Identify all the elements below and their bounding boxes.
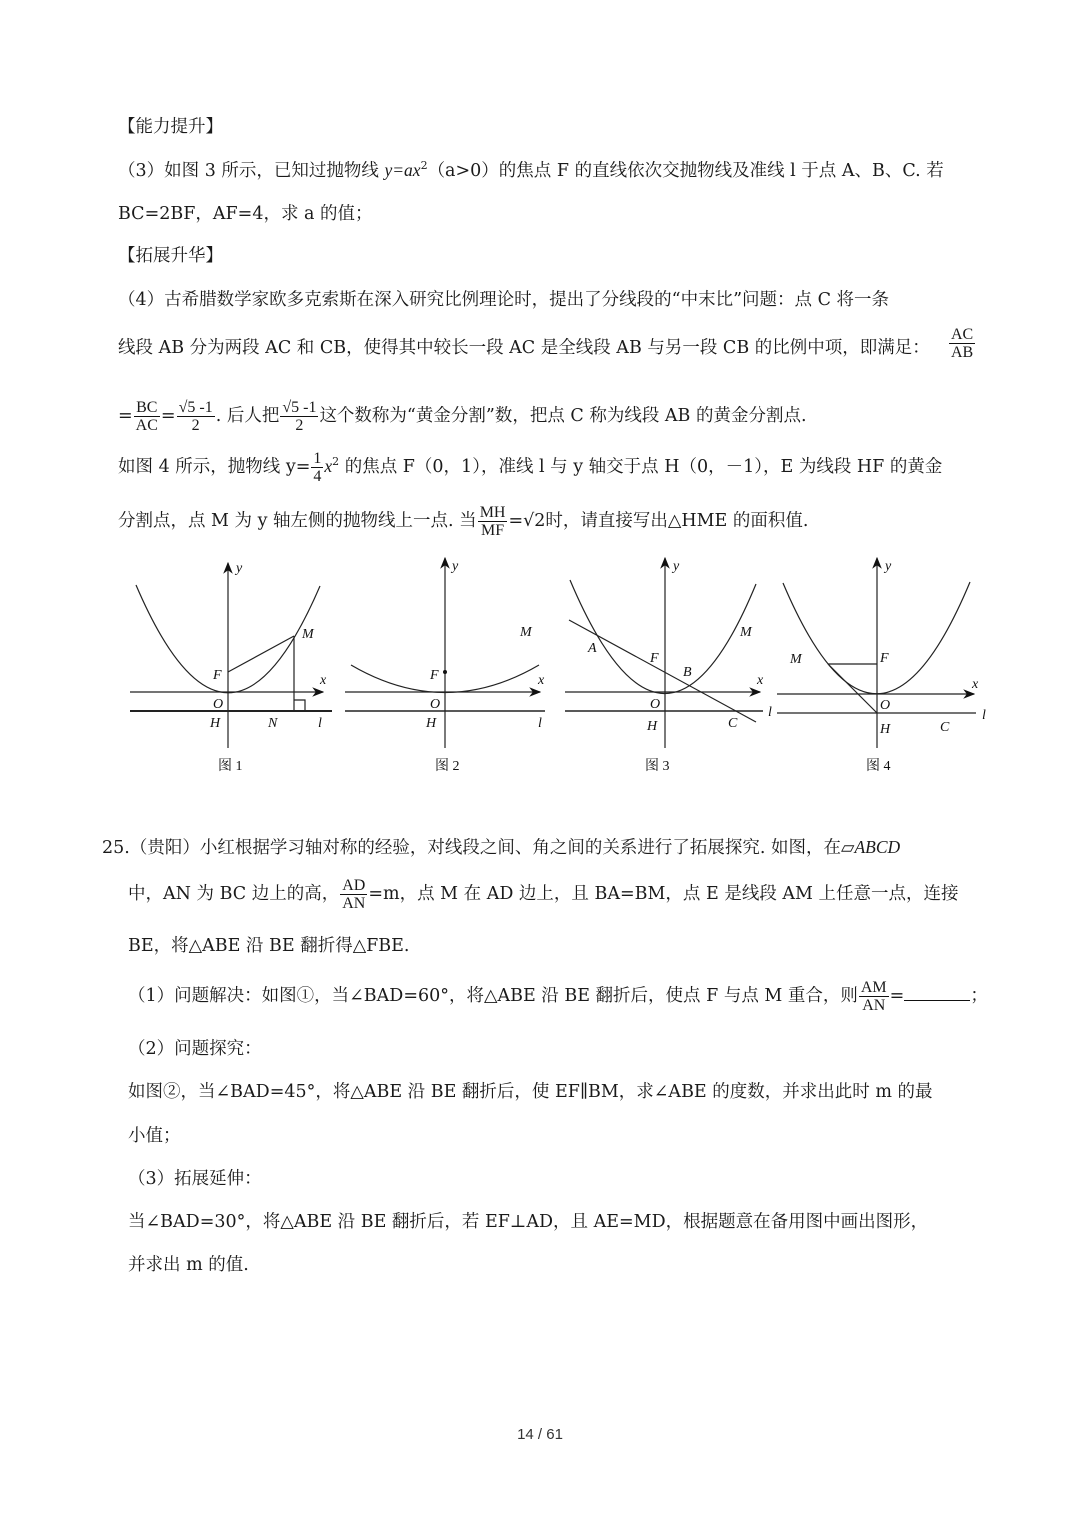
- label-H: H: [210, 716, 221, 731]
- label-H: H: [426, 716, 437, 731]
- figure-1: [130, 563, 332, 748]
- q4-line5-post: 时，请直接写出△HME 的面积值.: [545, 511, 809, 531]
- figure-caption: 图 2: [435, 759, 460, 774]
- label-M: M: [302, 627, 314, 642]
- q4-line2-text: 线段 AB 分为两段 AC 和 CB，使得其中较长一段 AC 是全线段 AB 与另一段 CB 的比例中项，即满足：: [118, 338, 930, 358]
- denominator: AB: [951, 344, 974, 361]
- label-N: N: [268, 716, 278, 731]
- p25-part3-line1: 当∠BAD=30°，将△ABE 沿 BE 翻折后，若 EF⊥AD，且 AE=MD，根据题意在备用图中画出图形，: [128, 1212, 929, 1232]
- fraction-am-an: [859, 979, 889, 1014]
- label-y: y: [452, 559, 459, 574]
- label-O: O: [430, 697, 441, 712]
- q4-line3-mid: . 后人把: [215, 406, 280, 426]
- figure-2: [345, 558, 545, 748]
- p25-part1: [128, 978, 988, 1014]
- label-H: H: [880, 722, 891, 737]
- q3-condition: （a>0）: [427, 161, 499, 181]
- q3-text-post: 的焦点 F 的直线依次交抛物线及准线 l 于点 A、B、C. 若: [498, 161, 944, 181]
- numerator: AC: [951, 326, 974, 343]
- q4-line5-eq: =√2: [508, 511, 546, 531]
- label-F: F: [650, 651, 659, 666]
- figure-caption: 图 4: [866, 759, 891, 774]
- equals: =: [118, 406, 133, 426]
- label-H: H: [647, 719, 658, 734]
- denominator: AN: [342, 895, 366, 912]
- q3-exponent: 2: [420, 159, 428, 173]
- denominator: 2: [191, 417, 200, 434]
- p25-line3: BE，将△ABE 沿 BE 翻折得△FBE.: [128, 936, 410, 956]
- label-C: C: [940, 720, 950, 735]
- page-number: 14 / 61: [517, 1426, 563, 1443]
- fraction-ad-an: [340, 877, 367, 912]
- q4-line5-pre: 分割点，点 M 为 y 轴左侧的抛物线上一点. 当: [118, 511, 477, 531]
- parallelogram-icon: ▱: [840, 837, 855, 857]
- denominator: AN: [862, 997, 886, 1014]
- q3-formula: y=ax: [384, 160, 421, 180]
- exponent: 2: [332, 455, 340, 469]
- label-y: y: [236, 561, 243, 576]
- equals: =: [160, 406, 176, 426]
- label-F: F: [430, 668, 439, 683]
- denominator: 2: [295, 417, 304, 434]
- denominator: MF: [481, 522, 505, 539]
- p25-part2-line2: 小值；: [128, 1126, 181, 1146]
- numerator: BC: [134, 399, 160, 417]
- p25-part3-heading: （3）拓展延伸：: [128, 1169, 262, 1189]
- label-l: l: [982, 708, 986, 723]
- label-M: M: [740, 625, 752, 640]
- label-O: O: [213, 697, 224, 712]
- semicolon: ；: [970, 986, 988, 1006]
- label-F: F: [880, 651, 889, 666]
- label-A: A: [588, 641, 597, 656]
- q3-text: （3）如图 3 所示，已知过抛物线: [118, 161, 385, 181]
- label-y: y: [673, 559, 680, 574]
- label-l: l: [768, 705, 772, 720]
- q4-line4-pre: 如图 4 所示，抛物线 y=: [118, 457, 311, 477]
- label-x: x: [757, 673, 764, 688]
- p25-abcd: ABCD: [854, 837, 901, 857]
- part1-text: （1）问题解决：如图①，当∠BAD=60°，将△ABE 沿 BE 翻折后，使点 F 与点 M 重合，则: [128, 986, 858, 1006]
- label-x: x: [972, 677, 979, 692]
- q4-line3-post: 这个数称为“黄金分割”数，把点 C 称为线段 AB 的黄金分割点.: [319, 406, 807, 426]
- label-O: O: [880, 698, 891, 713]
- p25-part2-line1: 如图②，当∠BAD=45°，将△ABE 沿 BE 翻折后，使 EF∥BM，求∠ABE 的度数，并求出此时 m 的最: [128, 1082, 933, 1102]
- figure-caption: 图 3: [645, 759, 670, 774]
- numerator: AM: [860, 979, 887, 996]
- label-l: l: [538, 716, 542, 731]
- numerator: 1: [313, 450, 322, 467]
- denominator: AC: [135, 417, 158, 434]
- label-x: x: [538, 673, 545, 688]
- label-M: M: [520, 625, 532, 640]
- section-heading-ability: 【能力提升】: [118, 117, 223, 137]
- q4-line4-post: 的焦点 F（0，1），准线 l 与 y 轴交于点 H（0，－1），E 为线段 HF 的黄金: [339, 457, 943, 477]
- label-y: y: [885, 559, 892, 574]
- q4-line1: （4）古希腊数学家欧多克索斯在深入研究比例理论时，提出了分线段的“中末比”问题：点 C 将一条: [118, 290, 890, 310]
- x-var: x: [324, 456, 333, 476]
- p25-line1-text: 25.（贵阳）小红根据学习轴对称的经验，对线段之间、角之间的关系进行了拓展探究. 如图，在: [102, 838, 841, 858]
- label-C: C: [728, 716, 738, 731]
- label-x: x: [320, 673, 327, 688]
- p25-line2: [128, 876, 959, 912]
- p25-line2-pre: 中，AN 为 BC 边上的高，: [128, 884, 340, 904]
- p25-part3-line2: 并求出 m 的值.: [128, 1255, 249, 1275]
- numerator: √5 -1: [282, 399, 317, 416]
- p25-line1: [102, 835, 900, 860]
- numerator: AD: [342, 877, 366, 894]
- label-l: l: [318, 716, 322, 731]
- label-O: O: [650, 697, 661, 712]
- section-heading-extend: 【拓展升华】: [118, 246, 223, 266]
- numerator: MH: [479, 504, 506, 521]
- numerator: √5 -1: [178, 399, 213, 416]
- p25-part2-heading: （2）问题探究：: [128, 1039, 262, 1059]
- denominator: 4: [313, 468, 322, 485]
- equals: =: [889, 986, 905, 1006]
- p25-line2-post: =m，点 M 在 AD 边上，且 BA=BM，点 E 是线段 AM 上任意一点，连接: [368, 884, 959, 904]
- q3-line2: BC=2BF，AF=4，求 a 的值；: [118, 204, 373, 224]
- figure-caption: 图 1: [218, 759, 243, 774]
- label-M: M: [790, 652, 802, 667]
- answer-blank[interactable]: [904, 982, 970, 1001]
- label-B: B: [683, 665, 692, 680]
- label-F: F: [213, 668, 222, 683]
